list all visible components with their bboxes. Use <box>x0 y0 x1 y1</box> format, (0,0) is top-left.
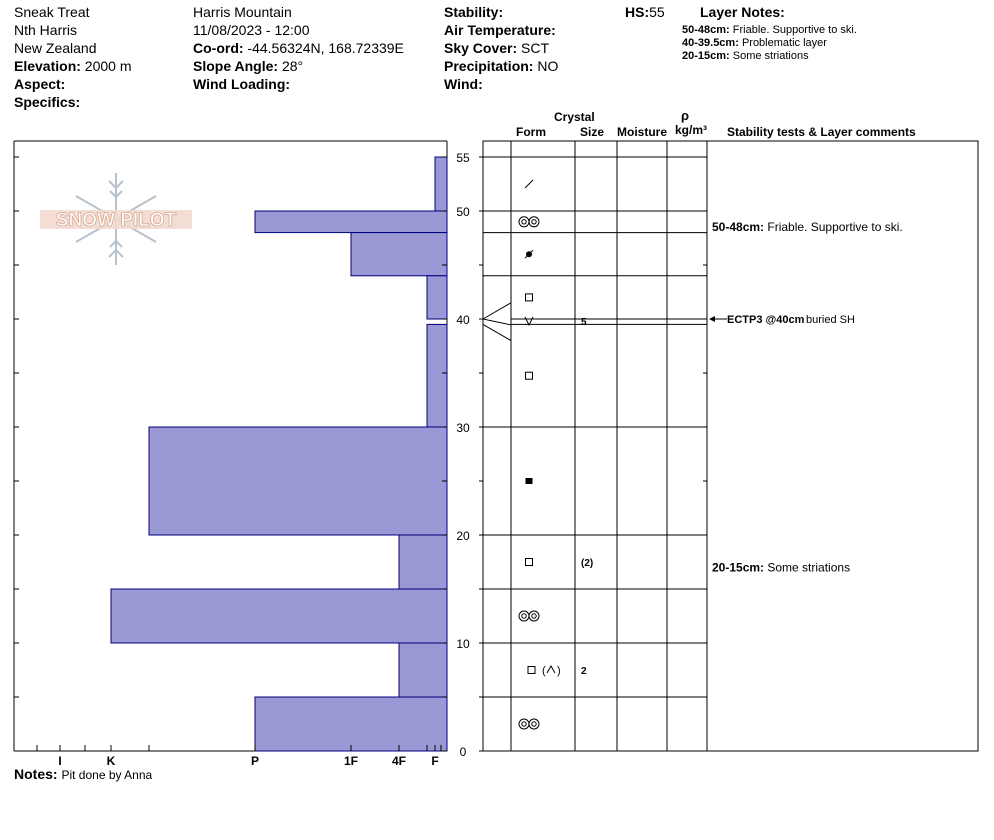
hardness-bar <box>149 427 447 535</box>
crystal-form-faceted-icon <box>526 559 533 566</box>
hardness-bar <box>351 233 447 276</box>
y-tick-label: 0 <box>459 745 467 759</box>
stability-header: Stability tests & Layer comments <box>727 125 916 139</box>
notes: Notes: Pit done by Anna <box>14 766 153 782</box>
snowpilot-logo <box>40 173 192 265</box>
crystal-form-faceted-icon <box>526 294 533 301</box>
layer-connector <box>483 319 511 325</box>
stability: Stability: <box>444 4 504 20</box>
layer-note: 40-39.5cm: Problematic layer <box>682 37 827 49</box>
crystal-size: 5 <box>581 317 587 328</box>
x-tick-label: I <box>58 754 62 768</box>
air-temperature: Air Temperature: <box>444 22 556 38</box>
coordinates: Co-ord: -44.56324N, 168.72339E <box>193 40 404 56</box>
crystal-form-rounded-faceted-icon <box>525 250 533 258</box>
location-name: Sneak Treat <box>14 4 90 20</box>
size-header: Size <box>580 125 605 139</box>
x-tick-label: K <box>106 754 116 768</box>
svg-text:): ) <box>557 665 561 677</box>
aspect: Aspect: <box>14 76 66 92</box>
stability-test-comment: buried SH <box>806 314 855 326</box>
layer-note: 20-15cm: Some striations <box>682 50 809 62</box>
crystal-size: 2 <box>581 666 587 677</box>
y-tick-label: 40 <box>456 313 470 327</box>
layer-connector <box>483 303 511 319</box>
hardness-bar <box>427 324 447 427</box>
crystal-header: Crystal <box>554 110 595 124</box>
mountain: Harris Mountain <box>193 4 292 20</box>
elevation: Elevation: 2000 m <box>14 58 132 74</box>
datetime: 11/08/2023 - 12:00 <box>193 22 310 38</box>
hardness-bar <box>399 535 447 589</box>
specifics: Specifics: <box>14 94 81 110</box>
crystal-form-melt-forms-icon <box>519 719 539 729</box>
sky-cover: Sky Cover: SCT <box>444 40 550 56</box>
y-tick-label: 20 <box>456 529 470 543</box>
slope-angle: Slope Angle: 28° <box>193 58 304 74</box>
layer-notes-title: Layer Notes: <box>700 4 785 20</box>
density-unit-header: kg/m³ <box>675 123 708 137</box>
crystal-form-surface-hoar-icon <box>525 317 533 325</box>
x-tick-label: F <box>431 754 439 768</box>
svg-text:SNOW PILOT: SNOW PILOT <box>55 210 177 231</box>
x-tick-label: P <box>250 754 260 768</box>
hardness-bar <box>255 211 447 233</box>
layer-comment: 20-15cm: Some striations <box>712 560 851 575</box>
hardness-bar <box>399 643 447 697</box>
x-tick-label: 1F <box>343 754 359 768</box>
crystal-form-ice-icon <box>526 478 533 484</box>
hardness-bar <box>255 697 447 751</box>
wind: Wind: <box>444 76 483 92</box>
layer-connector <box>483 324 511 340</box>
crystal-form-faceted-depth-hoar-icon <box>528 665 561 677</box>
svg-text:(: ( <box>542 665 546 677</box>
y-tick-label: 30 <box>456 421 470 435</box>
crystal-form-faceted-icon <box>526 372 533 379</box>
wind-loading: Wind Loading: <box>193 76 291 92</box>
hardness-bar <box>427 276 447 319</box>
test-arrow-icon <box>709 316 715 322</box>
crystal-form-melt-forms-icon <box>519 611 539 621</box>
layer-note: 50-48cm: Friable. Supportive to ski. <box>682 24 857 36</box>
y-tick-label: 10 <box>456 637 470 651</box>
precipitation: Precipitation: NO <box>444 58 559 74</box>
stability-test-label: ECTP3 @40cm <box>727 314 805 326</box>
y-tick-label: 55 <box>456 151 470 165</box>
region: Nth Harris <box>14 22 78 38</box>
moisture-header: Moisture <box>617 125 668 139</box>
hardness-bar <box>435 157 447 211</box>
crystal-form-melt-forms-icon <box>519 217 539 227</box>
hs: HS:55 <box>625 4 665 20</box>
hardness-bar <box>111 589 447 643</box>
country: New Zealand <box>14 40 97 56</box>
x-tick-label: 4F <box>391 754 407 768</box>
y-tick-label: 50 <box>456 205 470 219</box>
density-rho-header: ρ <box>681 108 690 123</box>
layer-comment: 50-48cm: Friable. Supportive to ski. <box>712 220 903 235</box>
crystal-form-decomposing-fragments-icon <box>525 180 533 188</box>
crystal-size: (2) <box>581 558 594 569</box>
form-header: Form <box>516 125 546 139</box>
